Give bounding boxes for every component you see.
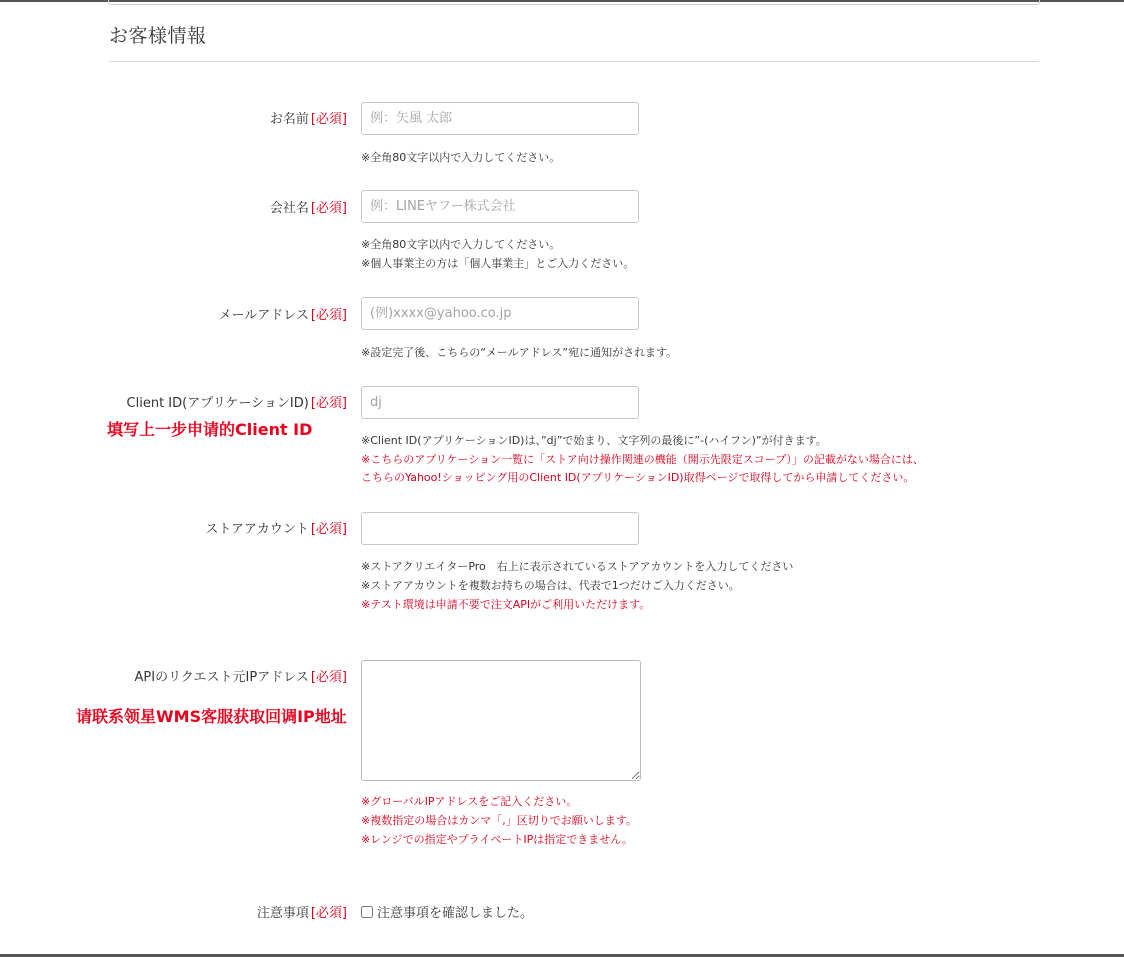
company-label-text: 会社名 bbox=[269, 201, 309, 216]
api-ip-red-note-1: ※グローバルIPアドレスをご記入ください。 bbox=[361, 795, 578, 808]
required-mark: [必須] bbox=[310, 396, 347, 411]
client-id-red-note-1: ※こちらのアプリケーション一覧に「ストア向け操作関連の機能（開示先限定スコープ）」の記載がない場合には、 bbox=[361, 453, 924, 466]
store-account-input[interactable] bbox=[361, 512, 639, 545]
required-mark: [必須] bbox=[310, 670, 347, 685]
required-mark: [必須] bbox=[310, 308, 347, 323]
company-label bbox=[270, 197, 347, 216]
email-label bbox=[218, 304, 347, 323]
name-label-text: お名前 bbox=[269, 112, 309, 127]
previous-section-box bbox=[108, 0, 1040, 5]
store-account-note-1: ※ストアクリエイターPro 右上に表示されているストアアカウントを入力してください bbox=[361, 560, 794, 573]
api-ip-red-note-3: ※レンジでの指定やプライベートIPは指定できません。 bbox=[361, 833, 633, 846]
store-account-note-2: ※ストアアカウントを複数お持ちの場合は、代表で1つだけご入力ください。 bbox=[361, 579, 740, 592]
notice-checkbox-wrapper[interactable] bbox=[361, 902, 533, 921]
api-ip-label bbox=[135, 666, 348, 685]
api-ip-red-note-2: ※複数指定の場合はカンマ「,」区切りでお願いします。 bbox=[361, 814, 637, 827]
section-divider bbox=[109, 61, 1039, 62]
company-input[interactable] bbox=[361, 190, 639, 223]
email-label-text: メールアドレス bbox=[218, 308, 309, 323]
notice-label-text: 注意事項 bbox=[256, 906, 309, 921]
client-id-label-text: Client ID(アプリケーションID) bbox=[126, 396, 309, 411]
required-mark: [必須] bbox=[310, 906, 347, 921]
api-ip-annotation: 请联系领星WMS客服获取回调IP地址 bbox=[76, 707, 347, 726]
email-input[interactable] bbox=[361, 297, 639, 330]
store-account-label bbox=[205, 518, 347, 537]
client-id-annotation: 填写上一步申请的Client ID bbox=[107, 420, 313, 439]
company-note-1: ※全角80文字以内で入力してください。 bbox=[361, 238, 561, 251]
notice-checkbox[interactable] bbox=[361, 906, 373, 918]
required-mark: [必須] bbox=[310, 522, 347, 537]
email-note: ※設定完了後、こちらの“メールアドレス”宛に通知がされます。 bbox=[361, 346, 678, 359]
client-id-note: ※Client ID(アプリケーションID)は、”dj”で始まり、文字列の最後に”-(ハイフン)”が付きます。 bbox=[361, 434, 827, 447]
notice-checkbox-label: 注意事項を確認しました。 bbox=[377, 906, 534, 921]
client-id-label bbox=[127, 392, 347, 411]
store-account-red-note: ※テスト環境は申請不要で注文APIがご利用いただけます。 bbox=[361, 598, 651, 611]
api-ip-textarea[interactable] bbox=[361, 660, 641, 781]
notice-label bbox=[257, 902, 347, 921]
store-account-label-text: ストアアカウント bbox=[205, 522, 309, 537]
section-title: お客様情報 bbox=[109, 25, 207, 47]
client-id-red-note-2: こちらのYahoo!ショッピング用のClient ID(アプリケーションID)取得ページで取得してから申請してください。 bbox=[361, 471, 915, 484]
required-mark: [必須] bbox=[310, 201, 347, 216]
name-label bbox=[270, 108, 347, 127]
api-ip-label-text: APIのリクエスト元IPアドレス bbox=[134, 670, 309, 685]
client-id-input[interactable] bbox=[361, 386, 639, 419]
company-note-2: ※個人事業主の方は「個人事業主」とご入力ください。 bbox=[361, 257, 635, 270]
name-input[interactable] bbox=[361, 102, 639, 135]
name-note: ※全角80文字以内で入力してください。 bbox=[361, 151, 561, 164]
required-mark: [必須] bbox=[310, 112, 347, 127]
